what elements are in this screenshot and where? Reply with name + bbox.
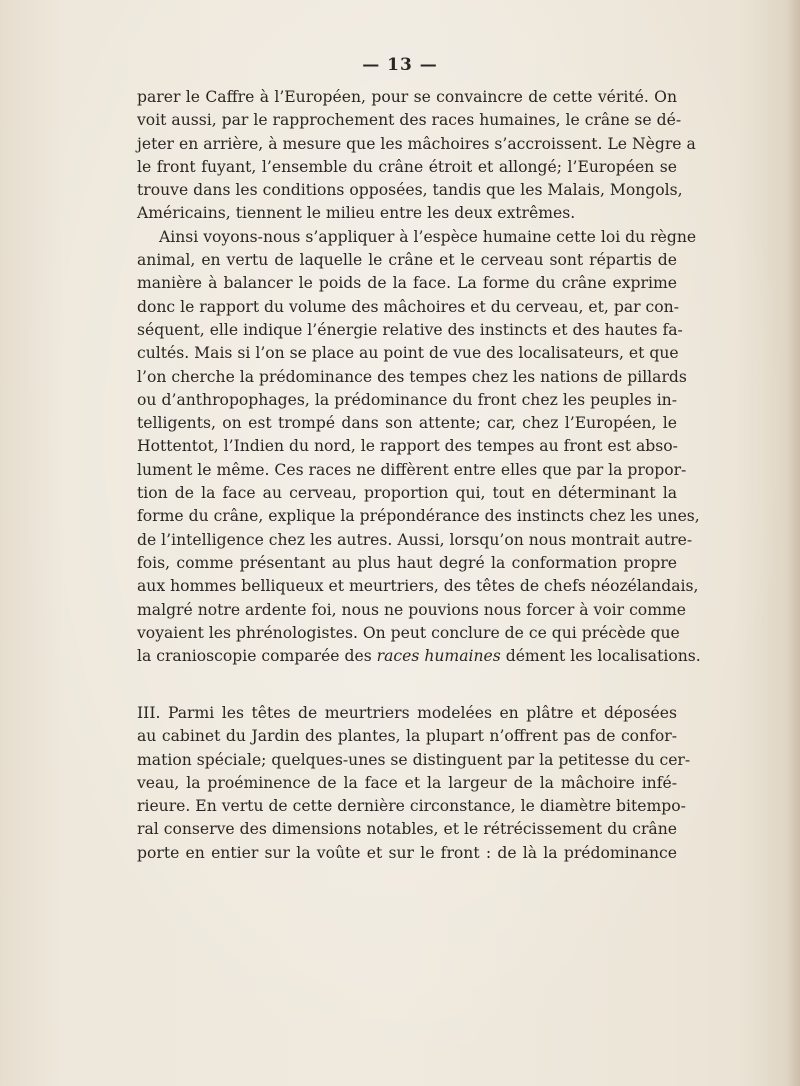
paragraph-3 <box>137 702 691 865</box>
text-run: la cranioscopie comparée des <box>137 647 377 666</box>
text-line: rieure. En vertu de cette dernière circonstance, le diamètre bitempo- <box>137 797 686 816</box>
text-line: ou d’anthropophages, la prédominance du front chez les peuples in- <box>137 390 677 409</box>
page-number: — 13 — <box>362 55 438 75</box>
text-line: séquent, elle indique l’énergie relative des instincts et des hautes fa- <box>137 320 683 339</box>
text-line: donc le rapport du volume des mâchoires et du cerveau, et, par con- <box>137 297 679 316</box>
text-line: lument le même. Ces races ne diffèrent entre elles que par la propor- <box>137 460 687 479</box>
text-line-final <box>137 645 701 668</box>
text-line: malgré notre ardente foi, nous ne pouvions nous forcer à voir comme <box>137 600 687 619</box>
page-edge-shadow <box>786 0 800 1086</box>
text-line: ral conserve des dimensions notables, et le rétrécissement du crâne <box>137 820 677 839</box>
text-line: cultés. Mais si l’on se place au point de vue des localisateurs, et que <box>137 344 679 363</box>
paragraph-1 <box>137 86 696 226</box>
text-line: telligents, on est trompé dans son attente; car, chez l’Européen, le <box>137 414 677 433</box>
text-line: tion de la face au cerveau, proportion qui, tout en déterminant la <box>137 484 677 503</box>
text-line: jeter en arrière, à mesure que les mâchoires s’accroissent. Le Nègre a <box>137 134 696 153</box>
text-line: l’on cherche la prédominance des tempes chez les nations de pillards <box>137 367 687 386</box>
paragraph-2 <box>137 226 701 669</box>
text-line: veau, la proéminence de la face et la largeur de la mâchoire infé- <box>137 773 677 792</box>
text-line: Ainsi voyons-nous s’appliquer à l’espèce humaine cette loi du règne <box>159 227 697 246</box>
text-line: voyaient les phrénologistes. On peut conclure de ce qui précède que <box>137 623 680 642</box>
text-line: aux hommes belliqueux et meurtriers, des têtes de chefs néozélandais, <box>137 577 699 596</box>
italic-phrase: races humaines <box>376 647 501 666</box>
text-line: III. Parmi les têtes de meurtriers modelées en plâtre et déposées <box>137 704 677 722</box>
text-line: parer le Caffre à l’Européen, pour se convaincre de cette vérité. On <box>137 88 677 106</box>
main-text <box>137 86 701 668</box>
text-line: animal, en vertu de laquelle le crâne et le cerveau sont répartis de <box>137 251 677 270</box>
text-line: Hottentot, l’Indien du nord, le rapport des tempes au front est abso- <box>137 437 678 456</box>
text-line: le front fuyant, l’ensemble du crâne étroit et allongé; l’Européen se <box>137 157 677 176</box>
text-run: dément les localisations. <box>500 647 701 666</box>
text-line: mation spéciale; quelques-unes se distinguent par la petitesse du cer- <box>137 750 691 769</box>
text-line: Américains, tiennent le milieu entre les deux extrêmes. <box>137 204 576 223</box>
text-line: de l’intelligence chez les autres. Aussi, lorsqu’on nous montrait autre- <box>137 530 693 549</box>
text-line: voit aussi, par le rapprochement des races humaines, le crâne se dé- <box>137 111 682 130</box>
text-line: manière à balancer le poids de la face. La forme du crâne exprime <box>137 274 677 293</box>
text-line: porte en entier sur la voûte et sur le front : de là la prédominance <box>137 843 677 862</box>
text-line: fois, comme présentant au plus haut degré la conformation propre <box>137 553 677 572</box>
section-text <box>137 702 691 865</box>
text-line: au cabinet du Jardin des plantes, la plupart n’offrent pas de confor- <box>137 727 677 746</box>
text-line: trouve dans les conditions opposées, tandis que les Malais, Mongols, <box>137 181 683 200</box>
text-line: forme du crâne, explique la prépondérance des instincts chez les unes, <box>137 507 700 526</box>
